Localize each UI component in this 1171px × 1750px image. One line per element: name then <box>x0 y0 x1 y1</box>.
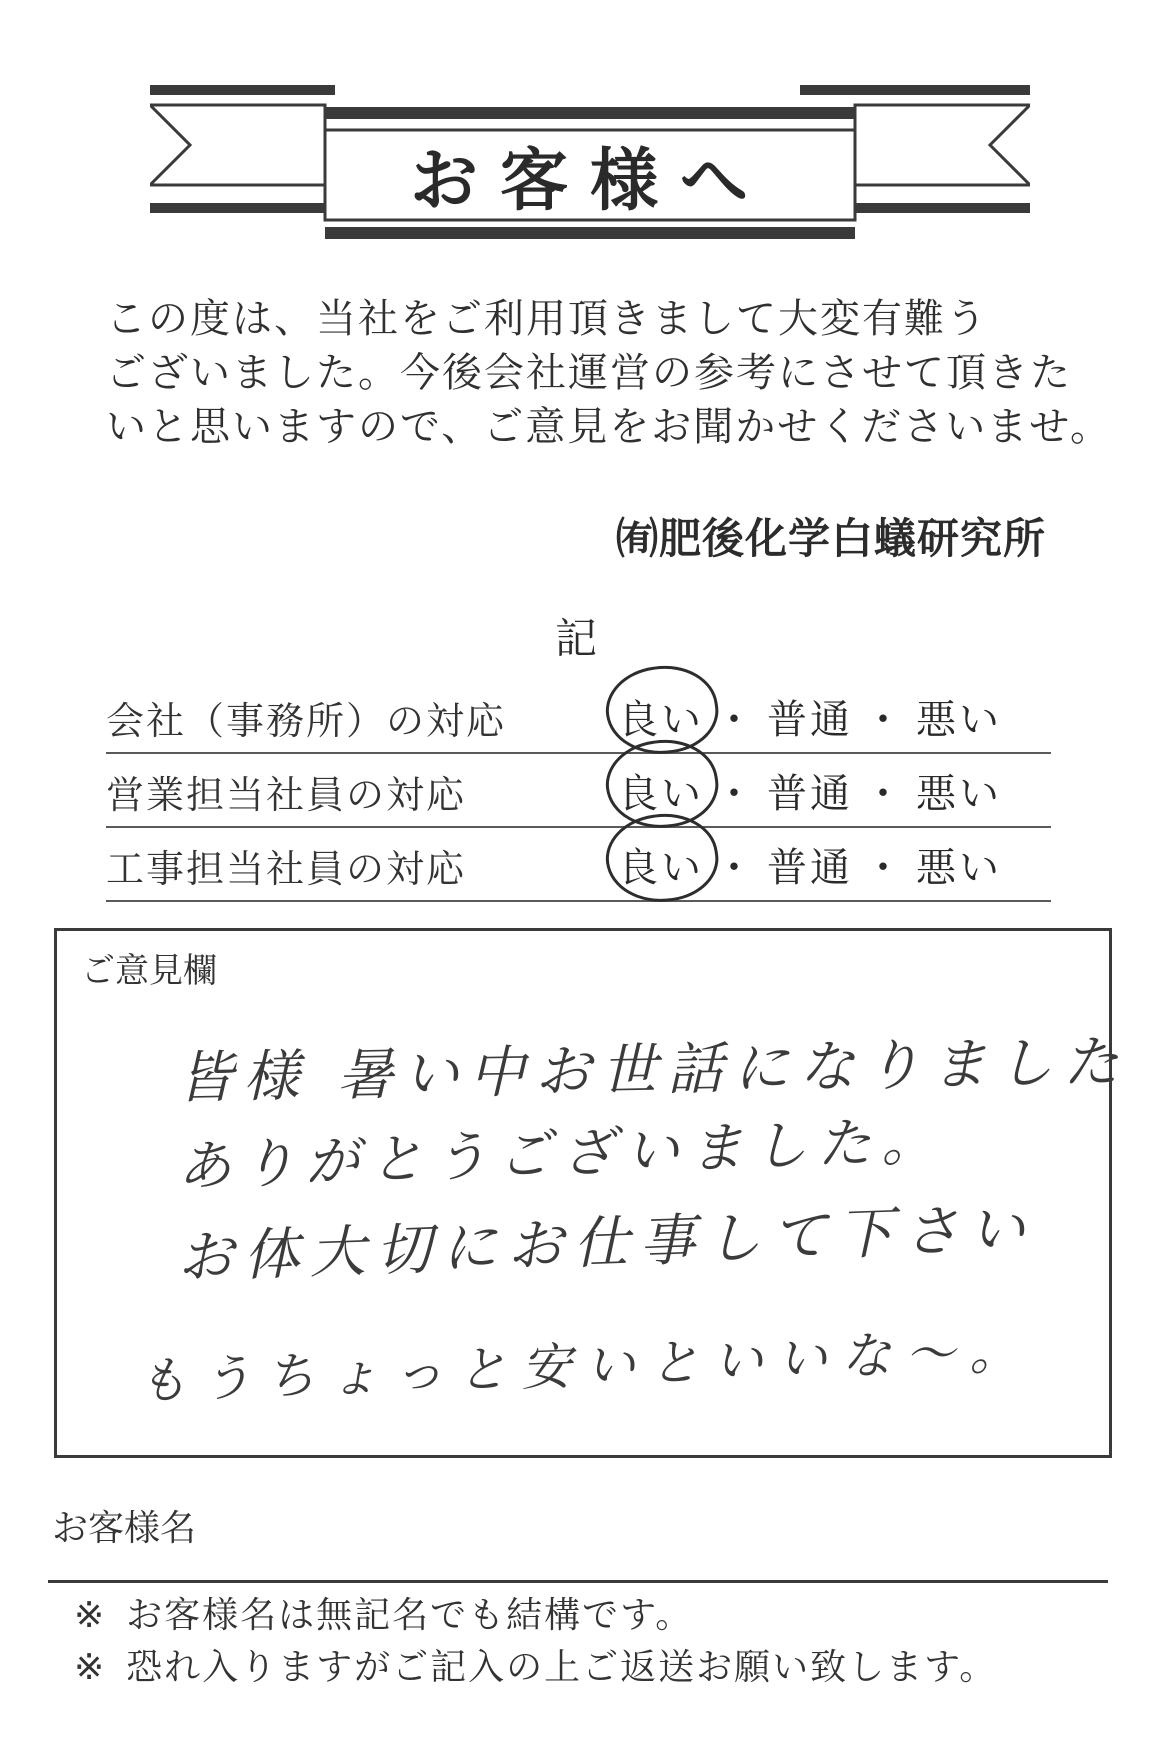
option-separator: ・ <box>863 771 906 817</box>
survey-row-office <box>106 680 1051 754</box>
intro-line: この度は、当社をご利用頂きまして大変有難う <box>106 296 988 342</box>
option-separator: ・ <box>863 845 906 891</box>
page-title: お客様へ <box>409 140 770 221</box>
option-good[interactable]: 良い <box>618 845 704 891</box>
intro-line: いと思いますので、ご意見をお聞かせくださいませ。 <box>106 404 1112 450</box>
ki-heading: 記 <box>555 614 598 663</box>
rating-options <box>618 688 1002 745</box>
note-line <box>74 1642 997 1694</box>
option-good[interactable]: 良い <box>618 771 704 817</box>
survey-row-label: 会社（事務所）の対応 <box>106 699 507 743</box>
option-bad[interactable]: 悪い <box>916 771 1002 817</box>
notes <box>74 1590 997 1694</box>
survey-row-construction <box>106 828 1051 902</box>
rating-options <box>618 836 1002 893</box>
option-separator: ・ <box>714 771 757 817</box>
opinion-heading: ご意見欄 <box>81 951 217 991</box>
handwritten-line: ありがとうございました。 <box>176 1108 947 1199</box>
handwritten-line: もうちょっと安いといいな〜。 <box>136 1321 1034 1411</box>
rating-options <box>618 762 1002 819</box>
note-mark: ※ <box>74 1595 107 1636</box>
survey-row-sales <box>106 754 1051 828</box>
option-bad[interactable]: 悪い <box>916 697 1002 743</box>
option-bad[interactable]: 悪い <box>916 845 1002 891</box>
customer-name-label: お客様名 <box>52 1508 197 1549</box>
option-good[interactable]: 良い <box>618 697 704 743</box>
option-normal[interactable]: 普通 <box>767 771 853 817</box>
note-line <box>74 1590 997 1642</box>
intro-line: ございました。今後会社運営の参考にさせて頂きた <box>106 350 1072 396</box>
option-separator: ・ <box>714 697 757 743</box>
customer-name-field[interactable] <box>48 1580 1108 1583</box>
handwritten-line: お体大切にお仕事して下さい <box>176 1196 1037 1291</box>
option-separator: ・ <box>863 697 906 743</box>
survey-row-label: 工事担当社員の対応 <box>106 847 467 891</box>
company-name: ㈲肥後化学白蟻研究所 <box>615 514 1046 563</box>
option-separator: ・ <box>714 845 757 891</box>
handwritten-line: 皆様 暑い中お世話になりました <box>176 1029 1130 1112</box>
survey-row-label: 営業担当社員の対応 <box>106 773 467 817</box>
survey-table <box>106 680 1051 902</box>
note-text: お客様名は無記名でも結構です。 <box>126 1595 694 1636</box>
opinion-box[interactable] <box>54 928 1130 1458</box>
option-normal[interactable]: 普通 <box>767 845 853 891</box>
intro-text <box>106 292 1112 454</box>
note-mark: ※ <box>74 1647 107 1688</box>
note-text: 恐れ入りますがご記入の上ご返送お願い致します。 <box>126 1647 998 1688</box>
option-normal[interactable]: 普通 <box>767 697 853 743</box>
